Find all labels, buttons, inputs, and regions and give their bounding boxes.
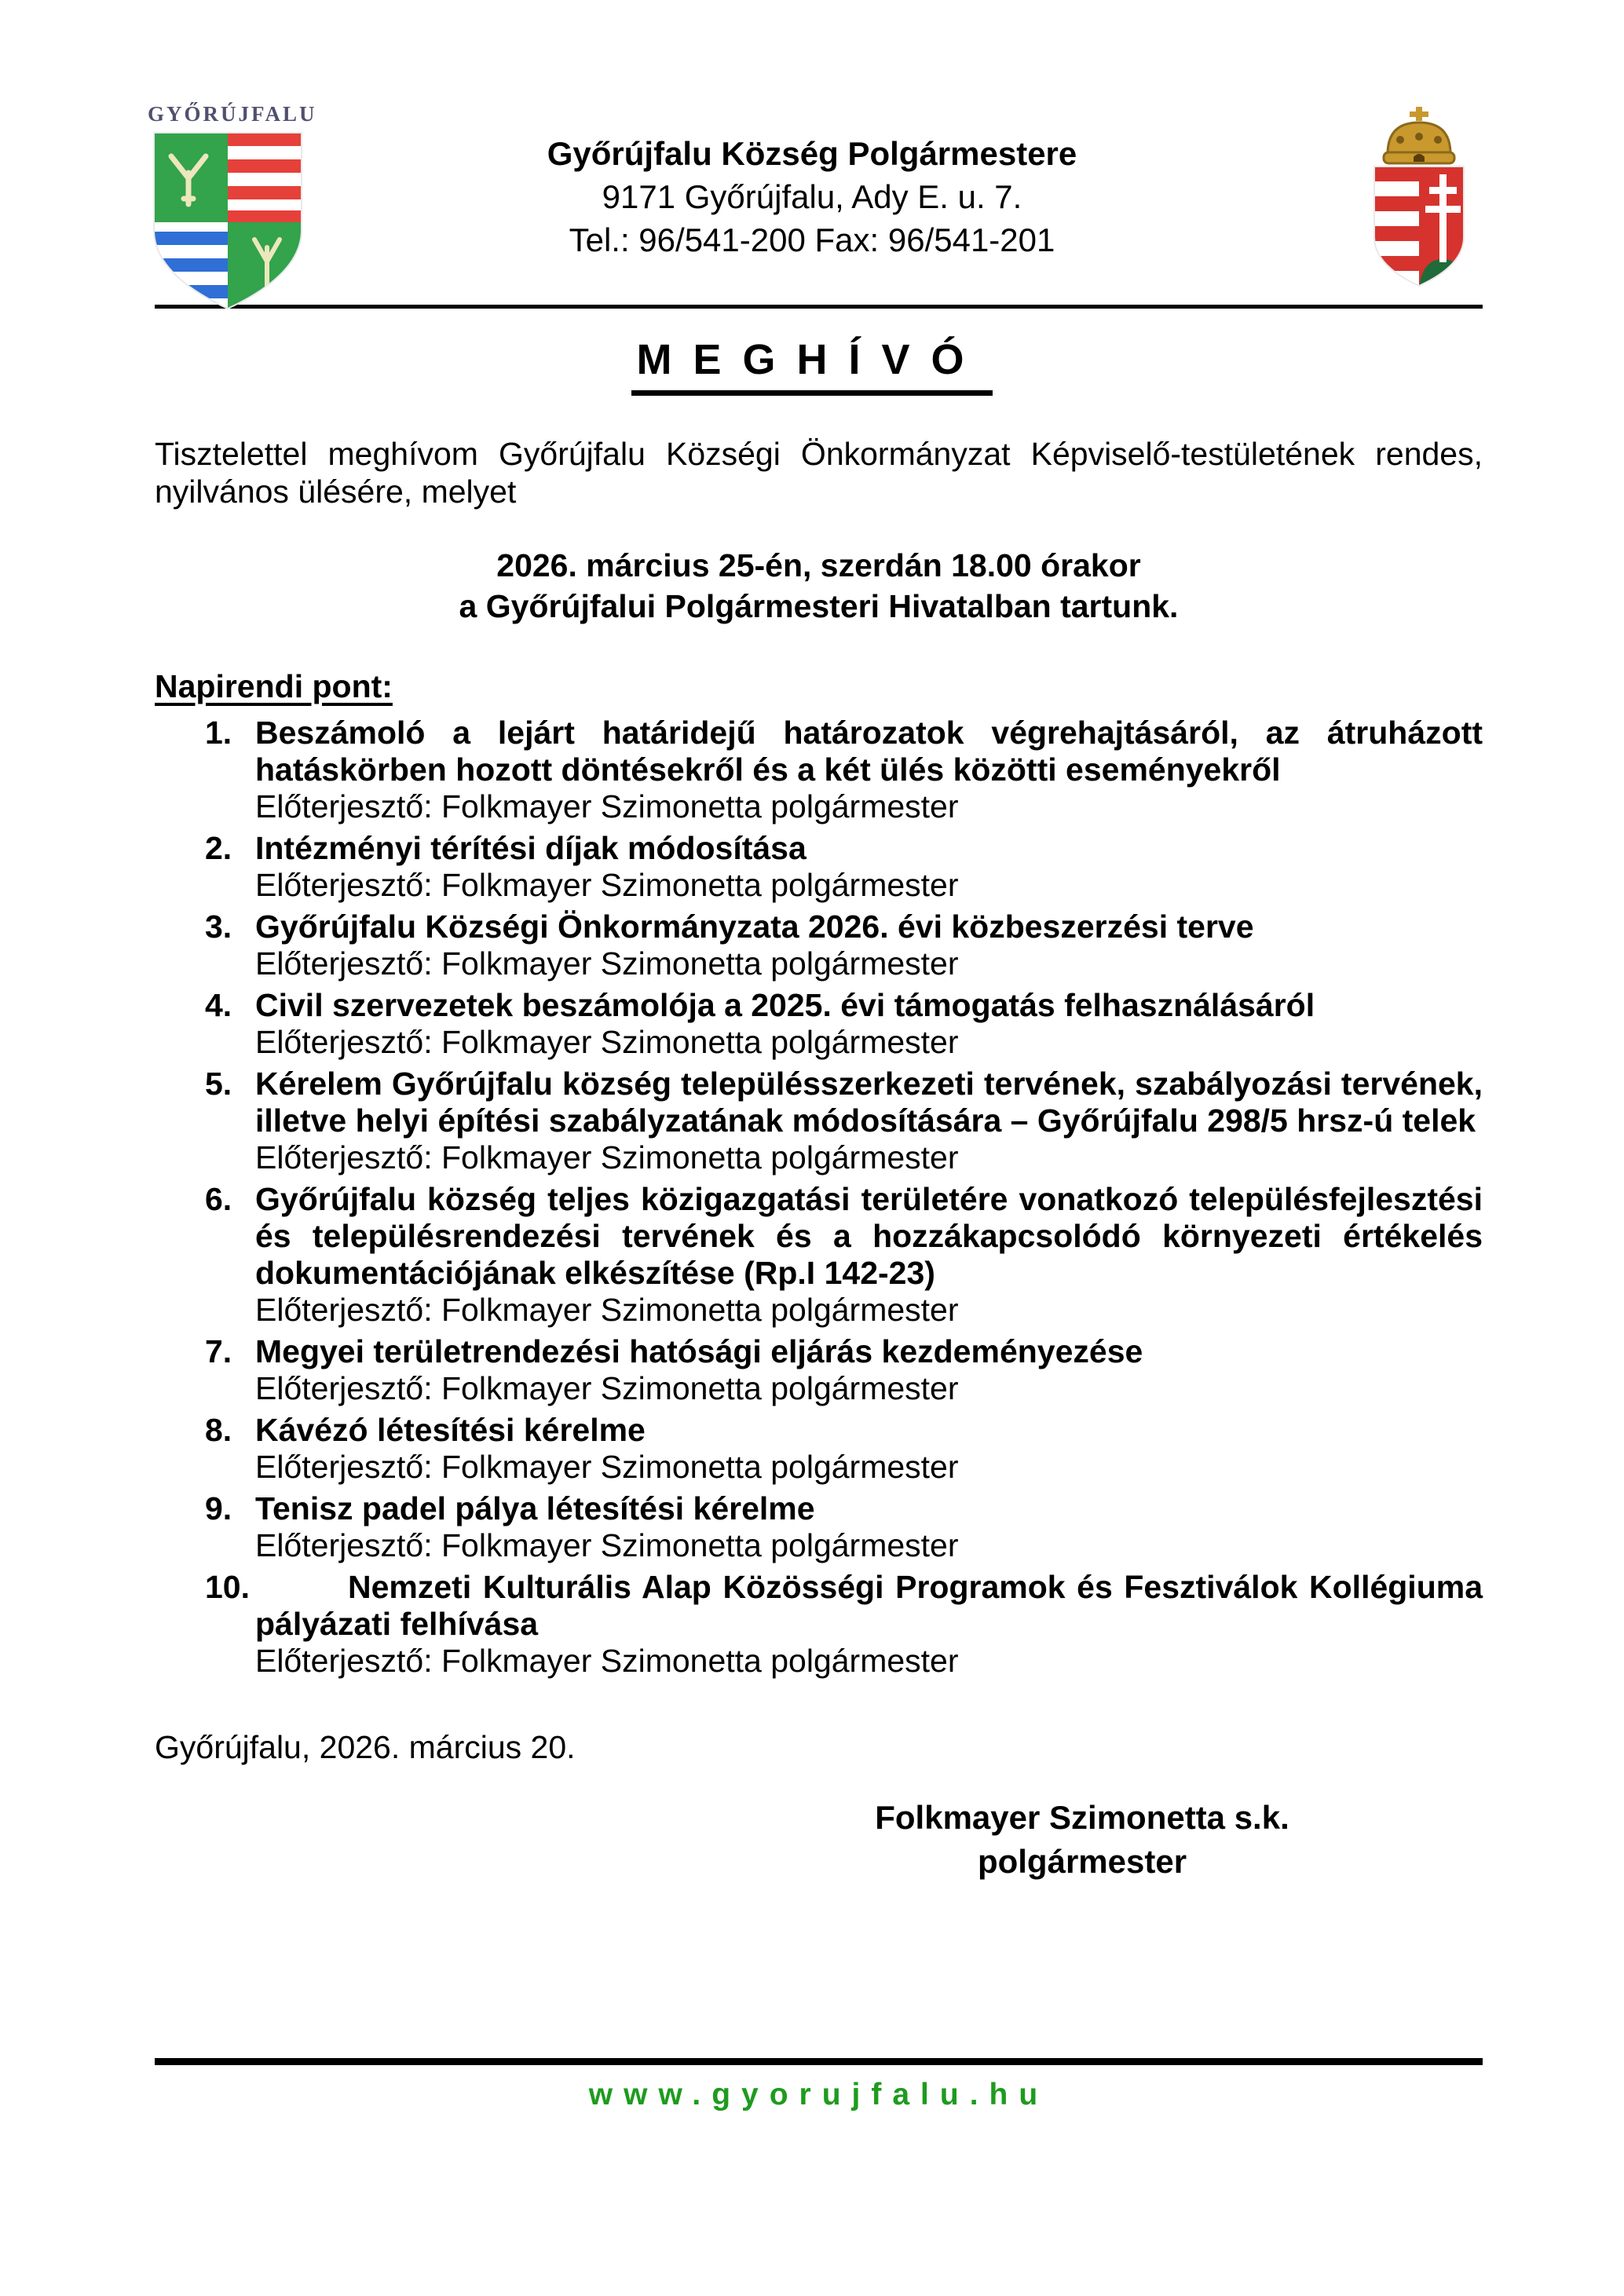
document-body xyxy=(0,435,1624,1884)
title-block xyxy=(0,335,1624,396)
gyorujfalu-crest-label: GYŐRÚJFALU xyxy=(148,102,317,126)
office-phone-fax: Tel.: 96/541-200 Fax: 96/541-201 xyxy=(569,221,1055,258)
agenda-item xyxy=(155,1569,1483,1680)
agenda-item xyxy=(155,1066,1483,1176)
page-footer xyxy=(155,2058,1483,2112)
letterhead-text xyxy=(330,132,1294,261)
agenda-item-title: Beszámoló a lejárt határidejű határozatok végrehajtásáról, az átruházott hatáskörben hozott döntésekről és a két ülés közötti eseményekről xyxy=(255,715,1483,788)
website-link: www.gyorujfalu.hu xyxy=(588,2078,1049,2111)
agenda-item xyxy=(155,1333,1483,1407)
agenda-item-number: 3. xyxy=(205,909,232,945)
agenda-item-number: 9. xyxy=(205,1490,232,1526)
agenda-heading: Napirendi pont: xyxy=(155,668,393,704)
footer-divider xyxy=(155,2058,1483,2065)
agenda-item xyxy=(155,987,1483,1061)
agenda-item xyxy=(155,909,1483,982)
agenda-item-number: 10. xyxy=(205,1569,250,1605)
agenda-item-number: 5. xyxy=(205,1066,232,1102)
agenda-item-title: Győrújfalu község teljes közigazgatási területére vonatkozó településfejlesztési és településrendezési tervének és a hozzákapcsolódó környezeti értékelés dokumentációjának elkészítése (Rp.I 142-23) xyxy=(255,1181,1483,1291)
agenda-item-title: Kérelem Győrújfalu község településszerkezeti tervének, szabályozási tervének, illetve helyi építési szabályzatának módosítására – Győrújfalu 298/5 hrsz-ú telek xyxy=(255,1066,1483,1139)
meeting-place: a Győrújfalui Polgármesteri Hivatalban tartunk. xyxy=(459,588,1179,624)
agenda-item xyxy=(155,1181,1483,1329)
agenda-item-title: Győrújfalu Községi Önkormányzata 2026. évi közbeszerzési terve xyxy=(255,909,1254,945)
agenda-item-title: Nemzeti Kulturális Alap Közösségi Programok és Fesztiválok Kollégiuma pályázati felhívása xyxy=(255,1569,1483,1642)
letterhead xyxy=(0,0,1624,305)
intro-paragraph: Tisztelettel meghívom Győrújfalu Községi Önkormányzat Képviselő-testületének rendes, nyilvános ülésére, melyet xyxy=(155,436,1483,510)
closing-date: Győrújfalu, 2026. március 20. xyxy=(155,1729,576,1765)
hungary-coat-of-arms-icon xyxy=(1368,105,1470,287)
agenda-item-title: Megyei területrendezési hatósági eljárás kezdeményezése xyxy=(255,1333,1143,1369)
signature-block xyxy=(807,1796,1357,1884)
page-title: M E G H Í V Ó xyxy=(631,335,992,396)
agenda-item xyxy=(155,715,1483,825)
agenda-list xyxy=(155,715,1483,1680)
hungary-coat-of-arms xyxy=(1368,105,1470,291)
office-title: Győrújfalu Község Polgármestere xyxy=(547,135,1077,172)
agenda-item-title: Civil szervezetek beszámolója a 2025. évi támogatás felhasználásáról xyxy=(255,987,1315,1023)
agenda-item-number: 1. xyxy=(205,715,232,751)
agenda-item-title: Kávézó létesítési kérelme xyxy=(255,1412,646,1448)
meeting-time: 2026. március 25-én, szerdán 18.00 órakor xyxy=(496,547,1141,583)
agenda-item-presenter: Előterjesztő: Folkmayer Szimonetta polgármester xyxy=(255,1527,959,1563)
agenda-item-presenter: Előterjesztő: Folkmayer Szimonetta polgármester xyxy=(255,867,959,903)
agenda-item-presenter: Előterjesztő: Folkmayer Szimonetta polgármester xyxy=(255,1449,959,1485)
agenda-item-presenter: Előterjesztő: Folkmayer Szimonetta polgármester xyxy=(255,1643,959,1679)
gyorujfalu-crest xyxy=(148,102,317,316)
agenda-item xyxy=(155,830,1483,904)
agenda-item-title: Intézményi térítési díjak módosítása xyxy=(255,830,807,866)
meeting-info xyxy=(155,545,1483,627)
agenda-item-presenter: Előterjesztő: Folkmayer Szimonetta polgármester xyxy=(255,945,959,982)
agenda-item-number: 7. xyxy=(205,1333,232,1369)
agenda-item-number: 6. xyxy=(205,1181,232,1217)
office-address: 9171 Győrújfalu, Ady E. u. 7. xyxy=(602,178,1022,215)
agenda-item-number: 2. xyxy=(205,830,232,866)
holy-crown xyxy=(1384,107,1454,163)
agenda-item-number: 8. xyxy=(205,1412,232,1448)
agenda-item-presenter: Előterjesztő: Folkmayer Szimonetta polgármester xyxy=(255,1292,959,1328)
agenda-item xyxy=(155,1412,1483,1486)
agenda-item-presenter: Előterjesztő: Folkmayer Szimonetta polgármester xyxy=(255,1139,959,1175)
agenda-item-number: 4. xyxy=(205,987,232,1023)
agenda-item-title: Tenisz padel pálya létesítési kérelme xyxy=(255,1490,815,1526)
agenda-item xyxy=(155,1490,1483,1564)
header-divider xyxy=(155,305,1483,309)
agenda-item-presenter: Előterjesztő: Folkmayer Szimonetta polgármester xyxy=(255,1370,959,1406)
signature-name: Folkmayer Szimonetta s.k. xyxy=(875,1799,1289,1836)
signature-role: polgármester xyxy=(977,1843,1187,1880)
agenda-item-presenter: Előterjesztő: Folkmayer Szimonetta polgármester xyxy=(255,788,959,824)
agenda-item-presenter: Előterjesztő: Folkmayer Szimonetta polgármester xyxy=(255,1024,959,1060)
gyorujfalu-crest-shield-icon xyxy=(149,130,306,312)
